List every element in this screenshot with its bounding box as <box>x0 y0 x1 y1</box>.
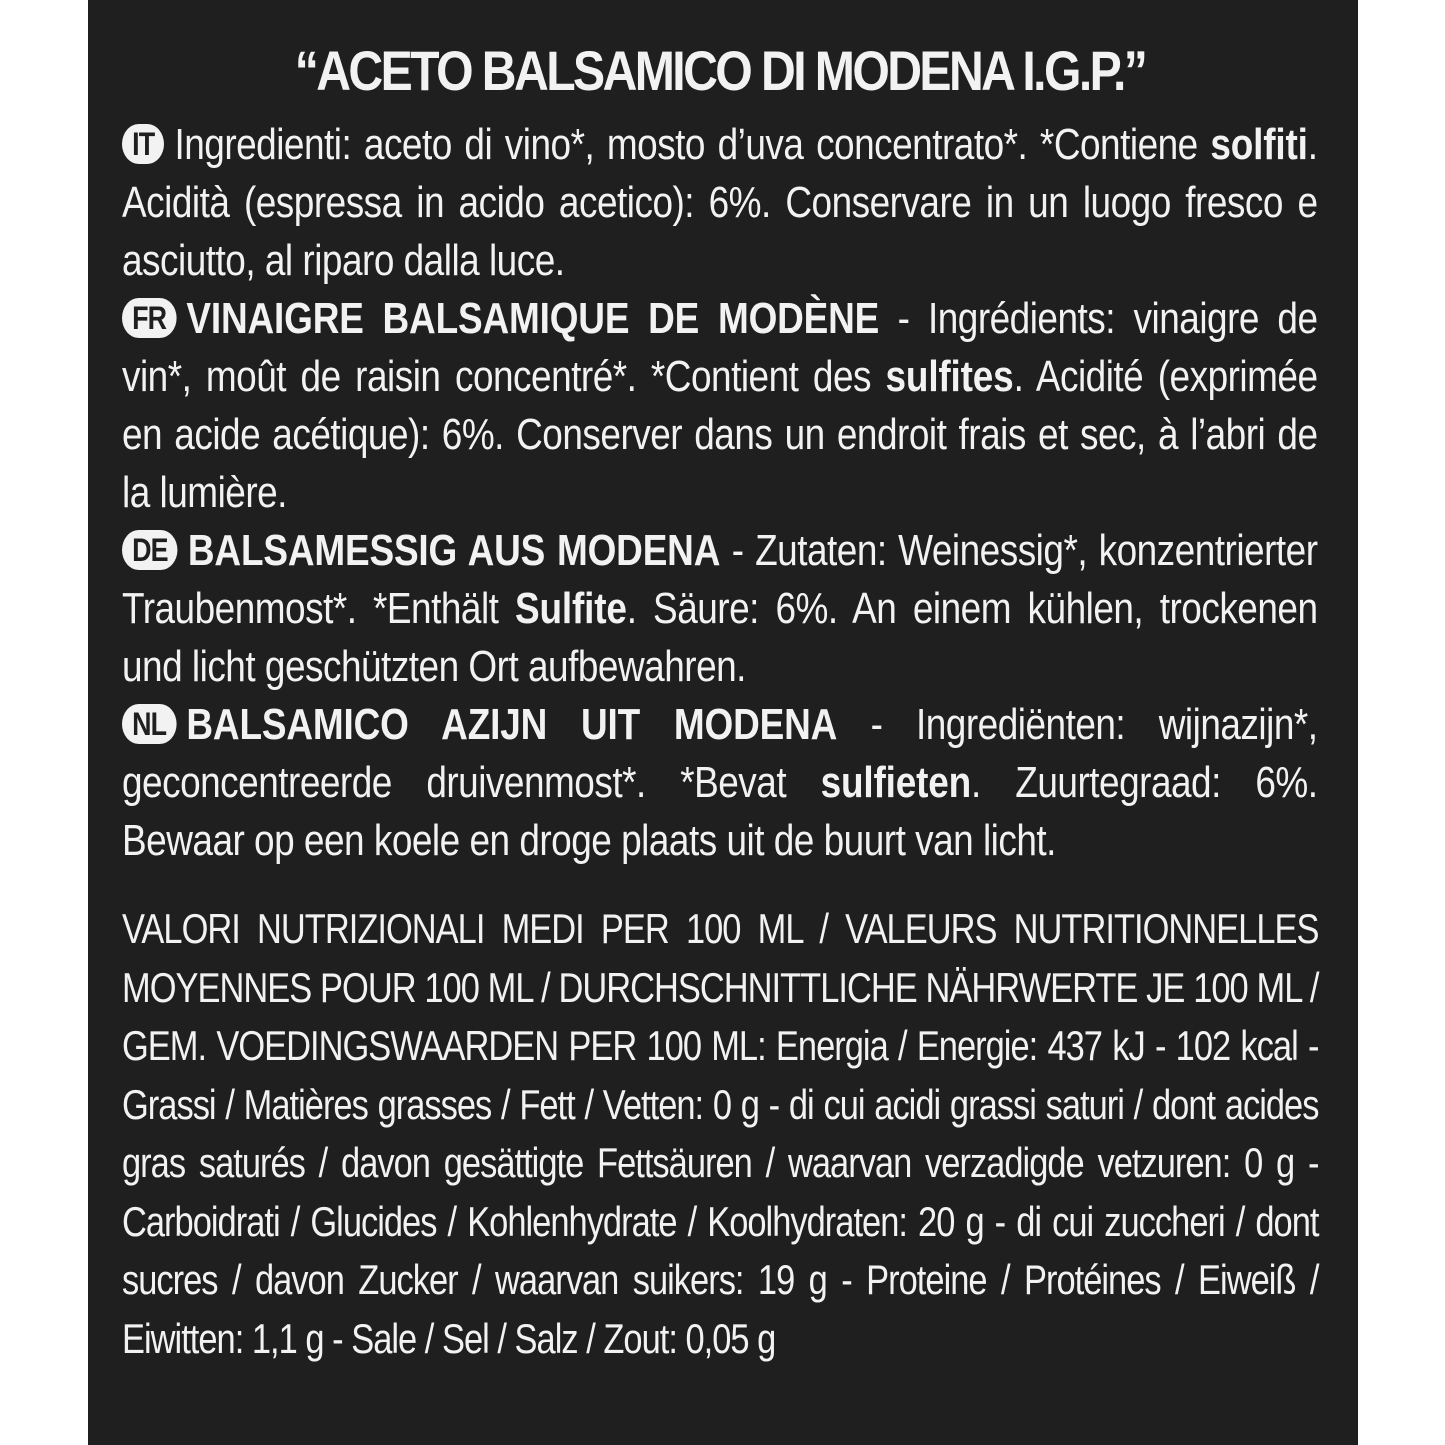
section-fr-allergen: sulfites <box>885 352 1014 401</box>
section-de-allergen: Sulfite <box>514 584 627 633</box>
section-nl-text-2: . Zuurtegraad: 6%. Bewaar op een koele en droge plaats uit de buurt van licht. <box>122 758 1318 865</box>
section-de-heading: BALSAMESSIG AUS MODENA <box>187 526 721 575</box>
section-nl-text-1: - Ingrediënten: wijnazijn*, geconcentreerde druivenmost*. *Bevat <box>122 700 1318 807</box>
section-nl-heading: BALSAMICO AZIJN UIT MODENA <box>186 700 838 749</box>
section-de-text-2: . Säure: 6%. An einem kühlen, trockenen und licht geschützten Ort aufbewahren. <box>122 584 1318 691</box>
section-it <box>122 116 1318 290</box>
language-badge-nl: NL <box>122 704 176 744</box>
section-fr-heading: VINAIGRE BALSAMIQUE DE MODÈNE <box>186 294 880 343</box>
language-badge-fr: FR <box>122 298 176 338</box>
section-nl-allergen: sulfieten <box>820 758 972 807</box>
section-fr-text-1: - Ingrédients: vinaigre de vin*, moût de raisin concentré*. *Contient des <box>122 294 1318 401</box>
section-fr-text-2: . Acidité (exprimée en acide acétique): 6%. Conserver dans un endroit frais et sec, à l’abri de la lumière. <box>122 352 1318 517</box>
section-nl <box>122 696 1318 870</box>
section-it-text-2: . Acidità (espressa in acido acetico): 6%. Conservare in un luogo fresco e asciutto, al riparo dalla luce. <box>122 120 1318 285</box>
section-it-text-1: Ingredienti: aceto di vino*, mosto d’uva concentrato*. *Contiene <box>174 120 1211 169</box>
language-badge-de: DE <box>122 530 178 570</box>
product-title: “ACETO BALSAMICO DI MODENA I.G.P.” <box>294 39 1146 102</box>
nutrition-facts: VALORI NUTRIZIONALI MEDI PER 100 ML / VALEURS NUTRITIONNELLES MOYENNES POUR 100 ML / DURCHSCHNITTLICHE NÄHRWERTE JE 100 ML / GEM. VOEDINGSWAARDEN PER 100 ML: Energia / Energie: 437 kJ - 102 kcal - Grassi / Matières grasses / Fett / Vetten: 0 g - di cui acidi grassi saturi / dont acides gras saturés / davon gesättigte Fettsäuren / waarvan verzadigde vetzuren: 0 g - Carboidrati / Glucides / Kohlenhydrate / Koolhydraten: 20 g - di cui zuccheri / dont sucres / davon Zucker / waarvan suikers: 19 g - Proteine / Protéines / Eiweiß / Eiwitten: 1,1 g - Sale / Sel / Salz / Zout: 0,05 g <box>122 905 1319 1362</box>
language-badge-it: IT <box>122 124 164 164</box>
product-label <box>88 0 1358 1445</box>
section-divider-space <box>122 870 1318 900</box>
section-it-allergen: solfiti <box>1210 120 1308 169</box>
section-fr <box>122 290 1318 522</box>
section-de-text-1: - Zutaten: Weinessig*, konzentrierter Traubenmost*. *Enthält <box>122 526 1318 633</box>
section-de <box>122 522 1318 696</box>
